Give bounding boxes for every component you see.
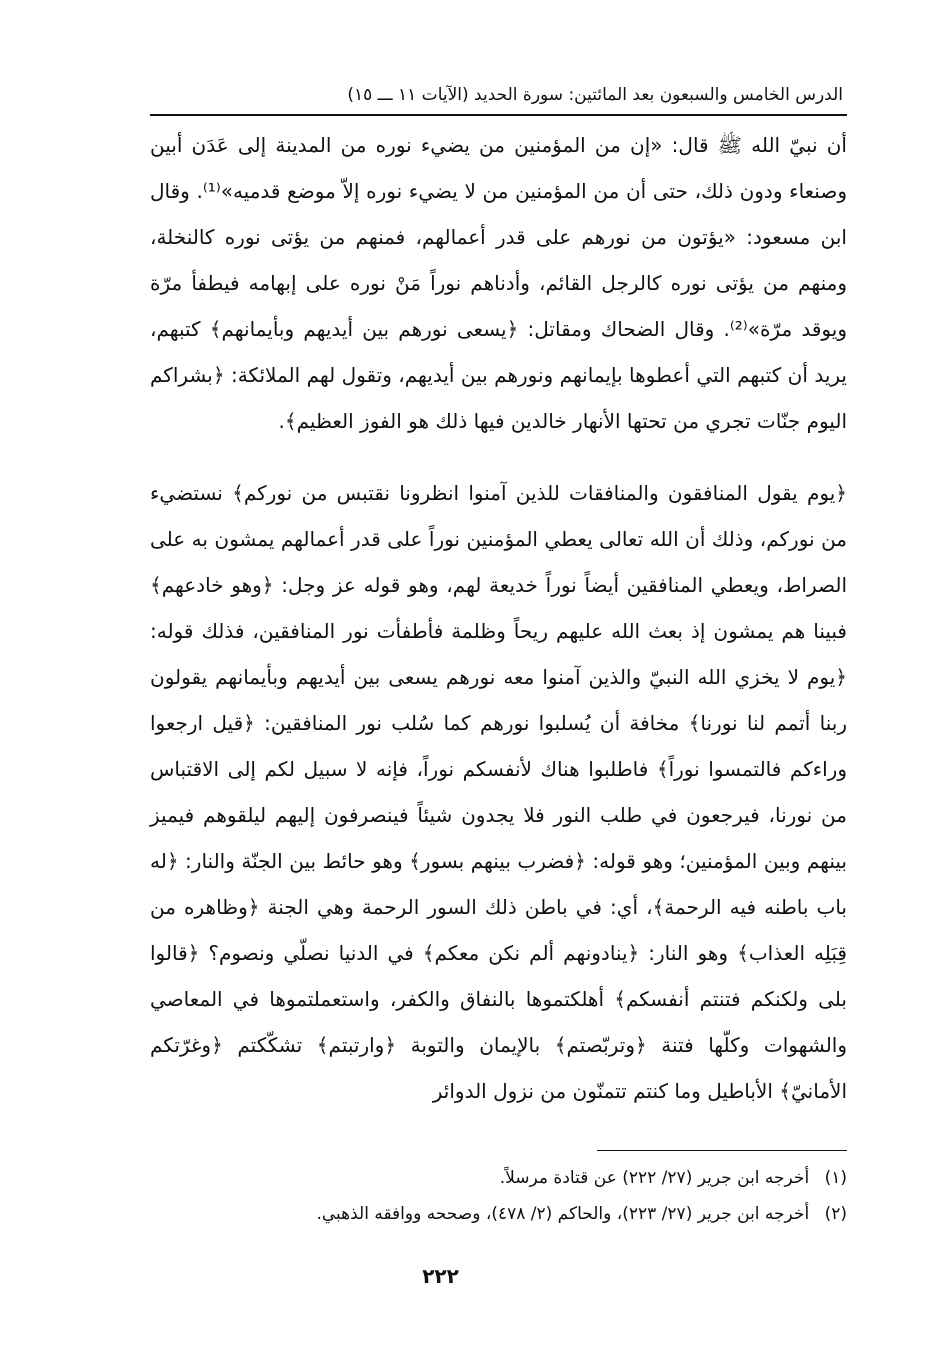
footnote-rule xyxy=(597,1150,847,1151)
footnote-1 xyxy=(150,1160,847,1196)
running-header: الدرس الخامس والسبعون بعد المائتين: سورة الحديد (الآيات ١١ ـــ ١٥) xyxy=(347,85,843,105)
page-number: ٢٢٢ xyxy=(422,1264,459,1288)
footnote-1-text: أخرجه ابن جرير (٢٧/ ٢٢٢) عن قتادة مرسلاً. xyxy=(499,1168,810,1188)
header-rule xyxy=(150,114,847,116)
footnote-2-number: (٢) xyxy=(824,1204,847,1224)
footnote-2 xyxy=(150,1196,847,1232)
body-paragraph-1: أن نبيّ الله ﷺ قال: «إن من المؤمنين من يضيء نوره من المدينة إلى عَدَن أبين وصنعاء ودون ذلك، حتى أن من المؤمنين من لا يضيء نوره إلاّ موضع قدميه»⁽¹⁾. وقال ابن مسعود: «يؤتون من نورهم على قدر أعمالهم، فمنهم من يؤتى نوره كالنخلة، ومنهم من يؤتى نوره كالرجل القائم، وأدناهم نوراً مَنْ نوره على إبهامه فيطفأ مرّة ويوقد مرّة»⁽²⁾. وقال الضحاك ومقاتل: ﴿يسعى نورهم بين أيديهم وبأيمانهم﴾ كتبهم، يريد أن كتبهم التي أعطوها بإيمانهم ونورهم بين أيديهم، وتقول لهم الملائكة: ﴿بشراكم اليوم جنّات تجري من تحتها الأنهار خالدين فيها ذلك هو الفوز العظيم﴾. xyxy=(150,133,847,433)
footnote-1-number: (١) xyxy=(824,1168,847,1188)
footnotes xyxy=(150,1160,847,1232)
footnote-2-text: أخرجه ابن جرير (٢٧/ ٢٢٣)، والحاكم (٢/ ٤٧٨)، وصححه ووافقه الذهبي. xyxy=(316,1204,810,1224)
body-paragraph-2: ﴿يوم يقول المنافقون والمنافقات للذين آمنوا انظرونا نقتبس من نوركم﴾ نستضيء من نوركم، وذلك أن الله تعالى يعطي المؤمنين نوراً على قدر أعمالهم يمشون به على الصراط، ويعطي المنافقين أيضاً نوراً خديعة لهم، وهو قوله عز وجل: ﴿وهو خادعهم﴾ فبينا هم يمشون إذ بعث الله عليهم ريحاً وظلمة فأطفأت نور المنافقين، فذلك قوله: ﴿يوم لا يخزي الله النبيّ والذين آمنوا معه نورهم يسعى بين أيديهم وبأيمانهم يقولون ربنا أتمم لنا نورنا﴾ مخافة أن يُسلبوا نورهم كما سُلب نور المنافقين: ﴿قيل ارجعوا وراءكم فالتمسوا نوراً﴾ فاطلبوا هناك لأنفسكم نوراً، فإنه لا سبيل لكم إلى الاقتباس من نورنا، فيرجعون في طلب النور فلا يجدون شيئاً فينصرفون إليهم ليلقوهم فيميز بينهم وبين المؤمنين؛ وهو قوله: ﴿فضرب بينهم بسور﴾ وهو حائط بين الجنّة والنار: ﴿له باب باطنه فيه الرحمة﴾، أي: في باطن ذلك السور الرحمة وهي الجنة ﴿وظاهره من قِبَلِه العذاب﴾ وهو النار: ﴿ينادونهم ألم نكن معكم﴾ في الدنيا نصلّي ونصوم؟ ﴿قالوا بلى ولكنكم فتنتم أنفسكم﴾ أهلكتموها بالنفاق والكفر، واستعملتموها في المعاصي والشهوات وكلّها فتنة ﴿وتربّصتم﴾ بالإيمان والتوبة ﴿وارتبتم﴾ تشكّكتم ﴿وغرّتكم الأمانيّ﴾ الأباطيل وما كنتم تتمنّون من نزول الدوائر xyxy=(150,481,847,1103)
